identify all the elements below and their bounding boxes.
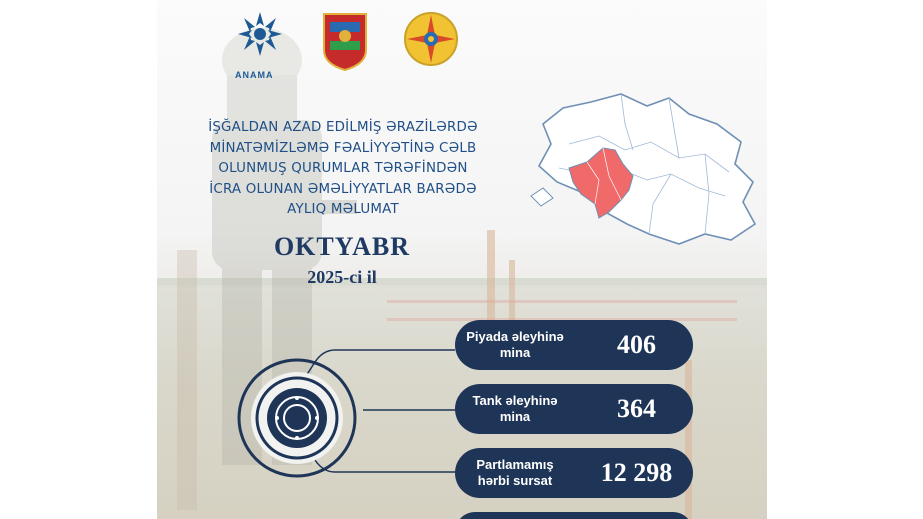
title-line: İŞĞALDAN AZAD EDİLMİŞ ƏRAZİLƏRDƏ xyxy=(208,120,478,135)
report-year: 2025-ci il xyxy=(307,267,377,287)
report-month: OKTYABR xyxy=(273,232,411,261)
infographic-title xyxy=(161,118,525,221)
title-line: MİNATƏMİZLƏMƏ FƏALİYYƏTİNƏ CƏLB xyxy=(209,140,477,156)
stat-label: Piyada əleyhinə mina xyxy=(466,329,564,360)
emergency-compass-icon xyxy=(402,10,460,68)
anama-star-icon xyxy=(235,10,285,66)
title-line: AYLIQ MƏLUMAT xyxy=(287,202,399,217)
stat-value: 12 298 xyxy=(600,458,673,487)
target-connector-graphic xyxy=(235,330,465,519)
stat-unexploded-ordnance xyxy=(455,448,693,498)
logos-row xyxy=(227,10,487,80)
stat-pill-partial xyxy=(455,512,693,519)
stat-antipersonnel-mines xyxy=(455,320,693,370)
anama-logo-text: ANAMA xyxy=(235,70,274,80)
stat-antitank-mines xyxy=(455,384,693,434)
army-emblem-icon xyxy=(320,10,370,72)
stat-label: Tank əleyhinə mina xyxy=(472,393,558,424)
stat-label: Partlamamış hərbi sursat xyxy=(476,457,554,488)
stat-value: 364 xyxy=(617,394,656,423)
title-line: İCRA OLUNAN ƏMƏLİYYATLAR BARƏDƏ xyxy=(209,181,477,197)
infographic-poster xyxy=(157,0,767,519)
marker-tape xyxy=(387,300,737,303)
title-line: OLUNMUŞ QURUMLAR TƏRƏFİNDƏN xyxy=(218,161,468,176)
azerbaijan-map-icon xyxy=(529,84,764,254)
stat-value: 406 xyxy=(617,330,656,359)
